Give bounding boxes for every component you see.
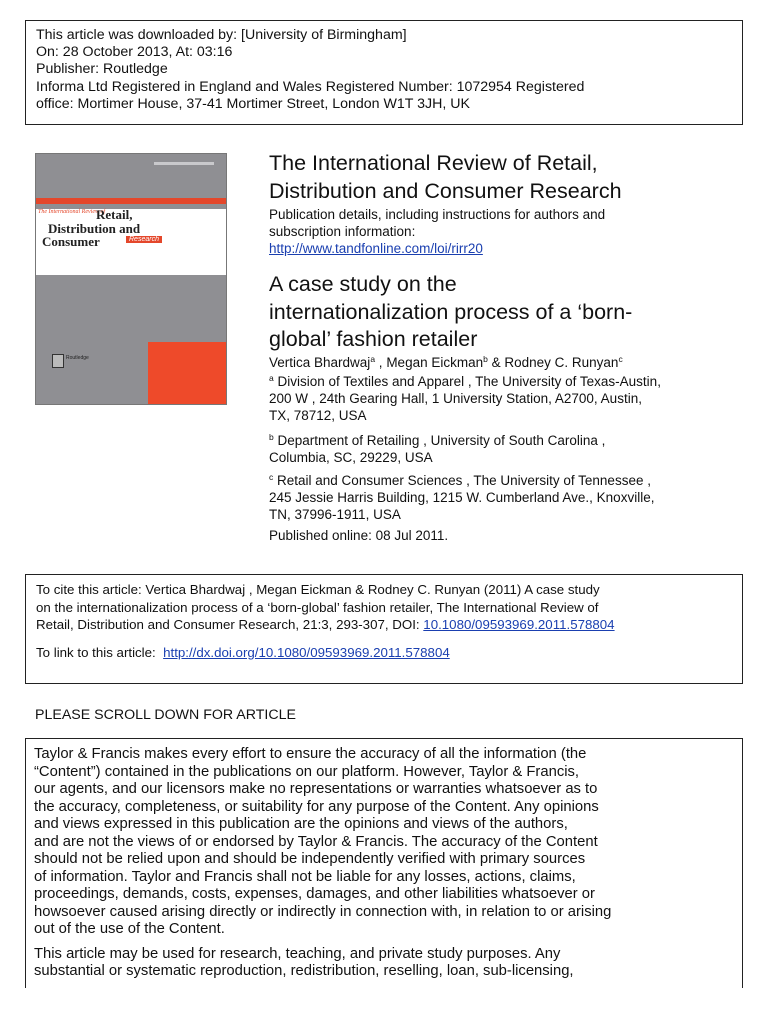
article-title-line: internationalization process of a ‘born-	[269, 299, 633, 324]
cover-title-prefix: The International Review of	[38, 209, 106, 215]
article-link-label: To link to this article:	[36, 644, 156, 660]
affiliation-marker: b	[269, 432, 274, 442]
publication-details-line: subscription information:	[269, 223, 416, 239]
article-title-line: A case study on the	[269, 272, 457, 296]
article-title-line: global’ fashion retailer	[269, 327, 478, 351]
disclaimer-line: of information. Taylor and Francis shall not be liable for any losses, actions, claims,	[34, 868, 576, 885]
publication-details-line: Publication details, including instructions for authors and	[269, 207, 606, 222]
cover-top-rule	[154, 162, 214, 165]
download-notice-line: This article was downloaded by: [University of Birmingham]	[36, 27, 407, 43]
published-online-date: Published online: 08 Jul 2011.	[269, 528, 449, 543]
cover-orange-block	[148, 342, 227, 405]
affiliation-line: 245 Jessie Harris Building, 1215 W. Cumberland Ave., Knoxville,	[269, 490, 655, 505]
author-list	[269, 354, 623, 371]
affiliation-line: TN, 37996-1911, USA	[269, 507, 401, 522]
author-affiliation-marker: c	[618, 354, 623, 364]
disclaimer-line: This article may be used for research, teaching, and private study purposes. Any	[34, 945, 561, 962]
article-link-line	[36, 644, 732, 662]
download-notice-line: office: Mortimer House, 37-41 Mortimer Street, London W1T 3JH, UK	[36, 95, 470, 112]
author-name: Rodney C. Runyan	[504, 355, 619, 370]
disclaimer-line: substantial or systematic reproduction, redistribution, reselling, loan, sub-licensing,	[34, 963, 574, 979]
affiliation-marker: a	[269, 373, 274, 383]
affiliation-line: Columbia, SC, 29229, USA	[269, 450, 433, 465]
affiliation-line: $^b$ Department of Retailing , University of South Carolina ,	[269, 432, 606, 448]
journal-url-link[interactable]: http://www.tandfonline.com/loi/rirr20	[269, 240, 483, 256]
journal-title-line: Distribution and Consumer Research	[269, 178, 622, 203]
scroll-down-notice: PLEASE SCROLL DOWN FOR ARTICLE	[35, 707, 296, 723]
download-notice-line: On: 28 October 2013, At: 03:16	[36, 44, 233, 61]
article-title	[269, 271, 632, 354]
author-affiliation-marker: b	[483, 354, 488, 364]
doi-link[interactable]: 10.1080/09593969.2011.578804	[423, 617, 615, 632]
download-notice-line: Informa Ltd Registered in England and Wales Registered Number: 1072954 Registered	[36, 78, 585, 95]
author-name: Megan Eickman	[386, 355, 484, 370]
journal-title	[269, 150, 622, 205]
citation-line: on the internationalization process of a ‘born-global’ fashion retailer, The International Review of	[36, 599, 599, 615]
cover-title-block	[36, 209, 226, 275]
citation-line: To cite this article: Vertica Bhardwaj , Megan Eickman & Rodney C. Runyan (2011) A case study	[36, 582, 600, 597]
journal-cover-image	[35, 153, 227, 405]
download-notice-line: Publisher: Routledge	[36, 61, 168, 78]
cover-title-line: Retail,	[96, 207, 133, 222]
disclaimer-line: Taylor & Francis makes every effort to ensure the accuracy of all the information (the	[34, 746, 587, 762]
author-affiliation-marker: a	[370, 354, 376, 364]
disclaimer-line: out of the use of the Content.	[34, 921, 225, 937]
disclaimer-line: should not be relied upon and should be independently verified with primary sources	[34, 851, 586, 867]
download-notice-box	[25, 20, 743, 125]
disclaimer-paragraph	[34, 946, 732, 981]
affiliation-b	[269, 432, 605, 466]
disclaimer-paragraph	[34, 746, 732, 939]
affiliation-a	[269, 373, 661, 424]
cover-red-band	[36, 198, 226, 204]
disclaimer-line: the accuracy, completeness, or suitability for any purpose of the Content. Any opinions	[34, 798, 599, 815]
cover-title-line: Distribution and	[48, 221, 141, 236]
publication-details	[269, 207, 605, 257]
publisher-logo-icon	[52, 354, 64, 368]
disclaimer-line: proceedings, demands, costs, expenses, damages, and other liabilities whatsoever or	[34, 886, 595, 902]
affiliation-line: TX, 78712, USA	[269, 408, 367, 423]
disclaimer-line: and are not the views of or endorsed by Taylor & Francis. The accuracy of the Content	[34, 833, 598, 850]
author-separator: &	[487, 355, 505, 370]
disclaimer-line: our agents, and our licensors make no representations or warranties whatsoever as to	[34, 781, 598, 797]
author-name: Vertica Bhardwaj	[269, 355, 371, 370]
citation-line: Retail, Distribution and Consumer Research, 21:3, 293-307, DOI: 10.1080/09593969.2011.578804	[36, 617, 615, 632]
affiliation-line: 200 W , 24th Gearing Hall, 1 University Station, A2700, Austin,	[269, 391, 642, 406]
article-url-link[interactable]: http://dx.doi.org/10.1080/09593969.2011.578804	[163, 644, 450, 660]
citation-box	[25, 574, 743, 684]
affiliation-line: $^a$ Division of Textiles and Apparel , The University of Texas-Austin,	[269, 373, 661, 389]
disclaimer-line: howsoever caused arising directly or indirectly in connection with, in relation to or arising	[34, 903, 612, 920]
affiliation-line: $^c$ Retail and Consumer Sciences , The University of Tennessee ,	[269, 472, 651, 488]
cover-title-tag: Research	[126, 236, 162, 243]
affiliation-c	[269, 472, 654, 523]
disclaimer-line: “Content”) contained in the publications on our platform. However, Taylor & Francis,	[34, 763, 580, 780]
disclaimer-box	[25, 738, 743, 988]
disclaimer-line: and views expressed in this publication are the opinions and views of the authors,	[34, 816, 568, 832]
affiliation-marker: c	[269, 472, 274, 482]
cover-title-line: Consumer	[42, 234, 100, 249]
publisher-logo-text: Routledge	[66, 355, 89, 361]
journal-title-line: The International Review of Retail,	[269, 151, 598, 175]
author-separator: ,	[375, 355, 387, 370]
